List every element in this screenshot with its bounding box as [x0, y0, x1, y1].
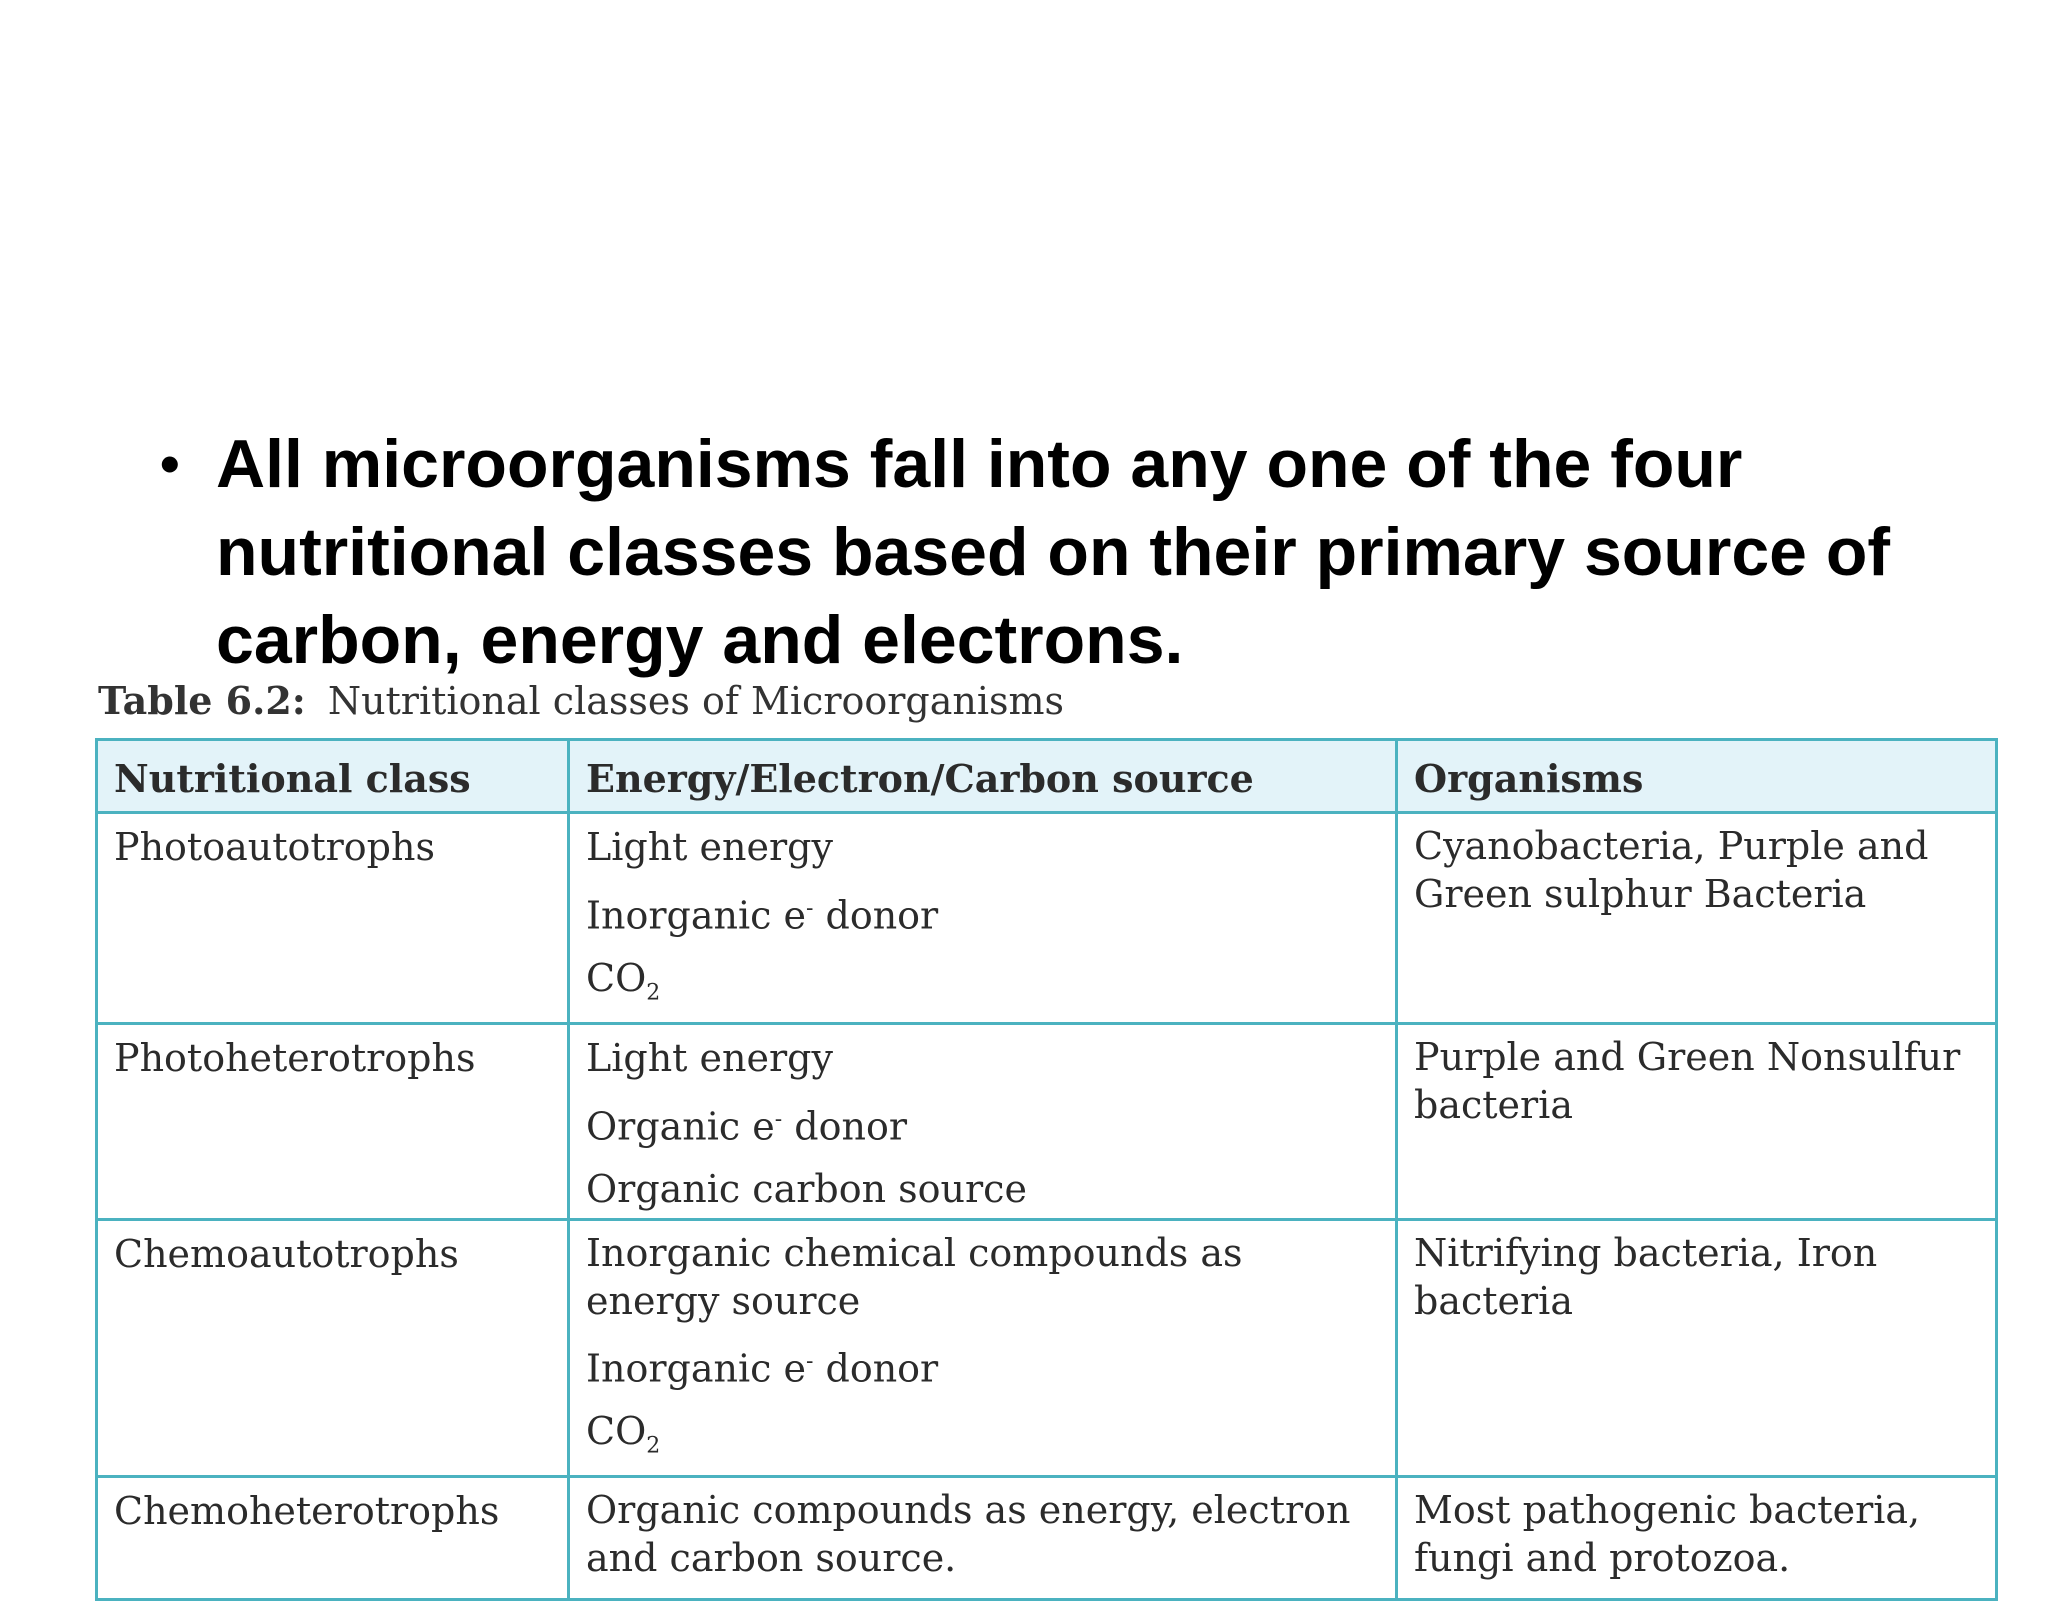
cell-organisms — [1397, 1024, 1997, 1220]
cell-class — [97, 813, 569, 1024]
table-row — [97, 1219, 1997, 1476]
carbon-source: $CO_2$ — [586, 955, 661, 1006]
energy-source: Light energy — [586, 825, 833, 869]
energy-source: Light energy — [586, 1036, 833, 1081]
electron-source: Inorganic e- donor — [586, 1346, 939, 1391]
organisms-text: Most pathogenic bacteria, fungi and protozoa. — [1414, 1488, 1921, 1581]
class-name: Photoheterotrophs — [114, 1036, 476, 1081]
energy-source: Inorganic chemical compounds as energy source — [586, 1230, 1243, 1323]
organisms-text: Purple and Green Nonsulfur bacteria — [1414, 1035, 1961, 1128]
organisms-text: Cyanobacteria, Purple and Green sulphur Bacteria — [1414, 824, 1929, 916]
electron-source: Organic e- donor — [586, 1104, 908, 1149]
nutritional-classes-table — [95, 738, 1998, 1601]
organisms-text: Nitrifying bacteria, Iron bacteria — [1414, 1230, 1878, 1323]
carbon-source: $CO_2$ — [586, 1408, 661, 1459]
table-header-row — [97, 740, 1997, 813]
table-row — [97, 1477, 1997, 1600]
combined-source: Organic compounds as energy, electron and carbon source. — [586, 1488, 1351, 1581]
cell-organisms — [1397, 1219, 1997, 1476]
header-nutritional-class: Nutritional class — [97, 740, 569, 813]
header-organisms: Organisms — [1397, 740, 1997, 813]
cell-source — [569, 1477, 1397, 1600]
bullet-dot: • — [160, 432, 180, 495]
cell-organisms — [1397, 813, 1997, 1024]
class-name: Photoautotrophs — [114, 825, 435, 869]
cell-source — [569, 1219, 1397, 1476]
table-row — [97, 1024, 1997, 1220]
header-source: Energy/Electron/Carbon source — [569, 740, 1397, 813]
cell-source — [569, 1024, 1397, 1220]
cell-class — [97, 1477, 569, 1600]
table-caption-title: Nutritional classes of Microorganisms — [327, 679, 1065, 723]
bullet-text: All microorganisms fall into any one of the four nutritional classes based on their primary source of carbon, energy and electrons. — [216, 426, 1891, 678]
class-name: Chemoheterotrophs — [114, 1489, 500, 1534]
cell-class — [97, 1024, 569, 1220]
cell-source — [569, 813, 1397, 1024]
cell-class — [97, 1219, 569, 1476]
cell-organisms — [1397, 1477, 1997, 1600]
bullet-point — [160, 420, 1904, 684]
table-caption-number: Table 6.2: — [98, 678, 306, 723]
carbon-source: Organic carbon source — [586, 1166, 1027, 1211]
table-row — [97, 813, 1997, 1024]
electron-source: Inorganic e- donor — [586, 893, 939, 938]
class-name: Chemoautotrophs — [114, 1231, 459, 1276]
table-caption — [98, 678, 1064, 723]
